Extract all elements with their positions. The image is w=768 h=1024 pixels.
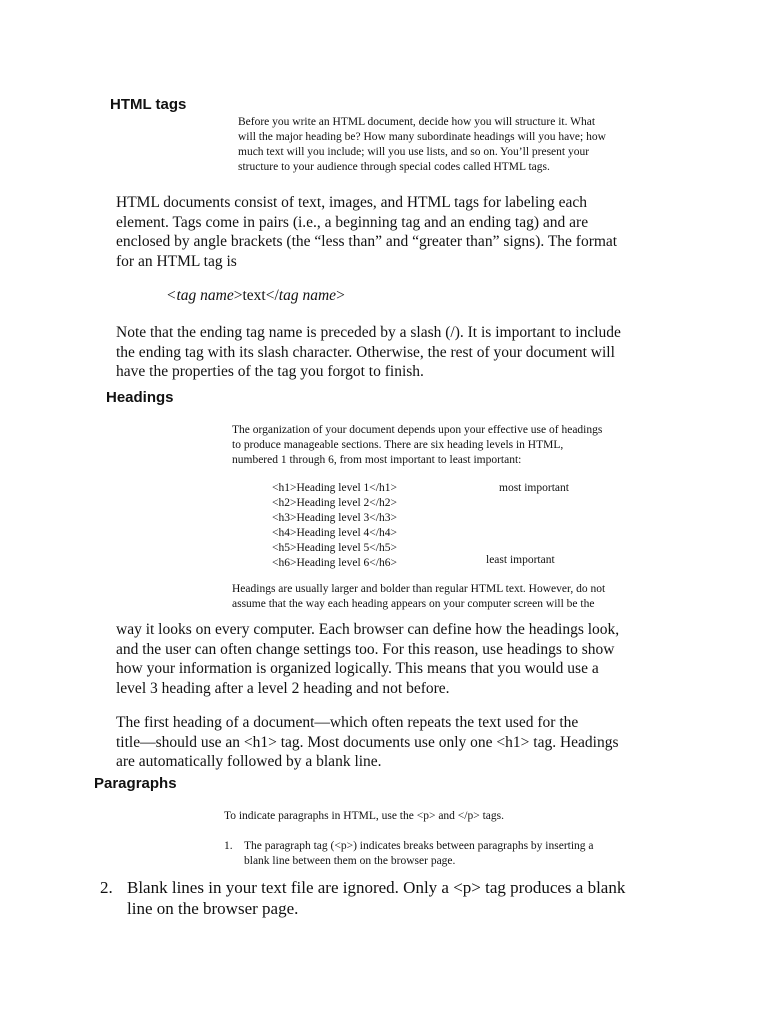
headings-continued	[116, 620, 619, 698]
format-open-name: tag name	[176, 287, 234, 304]
headings-intro	[232, 423, 602, 468]
text-line: much text will you include; will you use lists, and so on. You’ll present your	[238, 146, 590, 158]
section-heading-headings: Headings	[106, 389, 174, 406]
headings-after	[232, 582, 605, 612]
html-tags-note	[116, 323, 621, 382]
format-open-gt: >	[233, 287, 243, 304]
text-line: line on the browser page.	[127, 899, 299, 918]
paragraphs-intro: To indicate paragraphs in HTML, use the <p> and </p> tags.	[224, 810, 504, 822]
text-line: to produce manageable sections. There are six heading levels in HTML,	[232, 439, 564, 451]
text-line: element. Tags come in pairs (i.e., a beginning tag and an ending tag) and are	[116, 213, 589, 231]
text-line: enclosed by angle brackets (the “less than” and “greater than” signs). The format	[116, 233, 618, 250]
format-text: text	[242, 287, 266, 304]
format-close-name: tag name	[278, 287, 337, 304]
format-close-gt: >	[336, 287, 345, 304]
heading-example: <h2>Heading level 2</h2>	[272, 497, 397, 509]
text-line: and the user can often change settings too. For this reason, use headings to show	[116, 640, 615, 658]
text-line: for an HTML tag is	[116, 252, 237, 270]
text-line: are automatically followed by a blank line.	[116, 753, 382, 770]
first-heading-paragraph	[116, 713, 619, 772]
text-line: Note that the ending tag name is preceded by a slash (/). It is important to include	[116, 324, 621, 341]
text-line: Headings are usually larger and bolder than regular HTML text. However, do not	[232, 583, 606, 595]
text-line: numbered 1 through 6, from most important to least important:	[232, 454, 522, 466]
text-line: assume that the way each heading appears on your computer screen will be the	[232, 598, 595, 610]
text-line: HTML documents consist of text, images, and HTML tags for labeling each	[116, 194, 588, 211]
tag-format-example	[166, 286, 345, 306]
text-line: title—should use an <h1> tag. Most documents use only one <h1> tag. Headings	[116, 733, 619, 751]
text-line: will the major heading be? How many subordinate headings will you have; how	[238, 131, 606, 143]
text-line: the ending tag with its slash character. Otherwise, the rest of your document will	[116, 343, 615, 361]
least-important-label: least important	[486, 554, 555, 566]
text-line: how your information is organized logically. This means that you would use a	[116, 660, 599, 677]
text-line: level 3 heading after a level 2 heading and not before.	[116, 679, 450, 697]
heading-level-examples	[272, 481, 397, 571]
heading-example: <h6>Heading level 6</h6>	[272, 557, 397, 569]
paragraphs-item2	[127, 877, 625, 919]
html-tags-body	[116, 193, 617, 271]
most-important-label: most important	[499, 482, 569, 494]
heading-example: <h4>Heading level 4</h4>	[272, 527, 397, 539]
text-line: The organization of your document depends upon your effective use of headings	[232, 424, 603, 436]
heading-example: <h3>Heading level 3</h3>	[272, 512, 397, 524]
format-open-lt: <	[166, 287, 177, 304]
format-close-lt: </	[265, 287, 279, 304]
section-heading-paragraphs: Paragraphs	[94, 775, 177, 792]
text-line: blank line between them on the browser page.	[244, 855, 456, 867]
paragraphs-item1-number: 1.	[224, 840, 233, 852]
text-line: have the properties of the tag you forgot to finish.	[116, 363, 424, 380]
text-line: The paragraph tag (<p>) indicates breaks between paragraphs by inserting a	[244, 840, 594, 852]
html-tags-intro	[238, 115, 606, 175]
heading-example: <h1>Heading level 1</h1>	[272, 482, 397, 494]
text-line: The first heading of a document—which often repeats the text used for the	[116, 714, 579, 731]
section-heading-html-tags: HTML tags	[110, 96, 187, 113]
paragraphs-item1	[244, 839, 594, 869]
text-line: Blank lines in your text file are ignored. Only a <p> tag produces a blank	[127, 878, 626, 897]
text-line: way it looks on every computer. Each browser can define how the headings look,	[116, 621, 620, 638]
paragraphs-item2-number: 2.	[100, 878, 113, 897]
text-line: Before you write an HTML document, decide how you will structure it. What	[238, 116, 596, 128]
text-line: structure to your audience through special codes called HTML tags.	[238, 161, 550, 173]
heading-example: <h5>Heading level 5</h5>	[272, 542, 397, 554]
